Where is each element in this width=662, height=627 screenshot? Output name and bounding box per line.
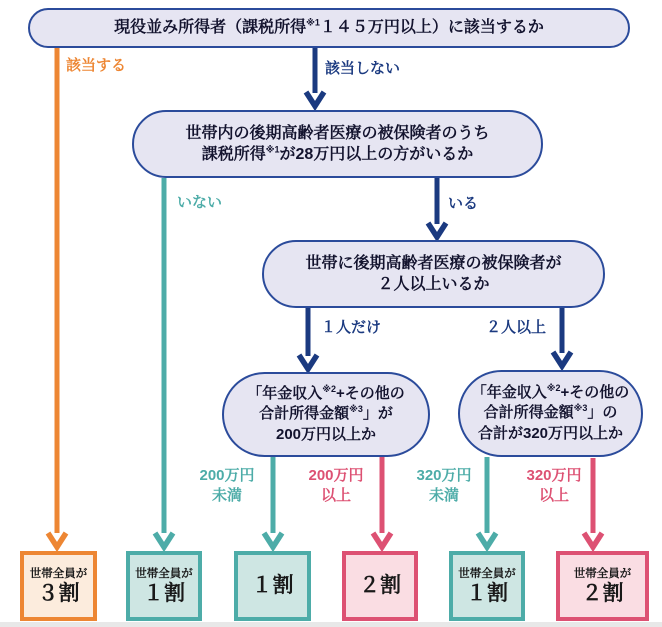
arrow-someone <box>428 178 446 237</box>
result-main-label: １割 <box>251 573 294 597</box>
arrow-not-applicable <box>306 48 324 106</box>
result-box-all-10pct <box>126 551 202 621</box>
arrow-over-320 <box>584 458 602 547</box>
arrow-over-200 <box>373 457 391 547</box>
footnote-ref-3: ※3 <box>573 403 588 414</box>
result-main-label: １割 <box>466 581 508 605</box>
result-main-label: ２割 <box>581 581 624 605</box>
result-sub-label: 世帯全員が <box>458 567 516 580</box>
branch-label-applicable: 該当する <box>66 57 127 74</box>
result-main-label: ２割 <box>359 573 401 597</box>
footnote-ref-1: ※1 <box>265 144 280 155</box>
result-main-label: １割 <box>143 581 185 605</box>
question-text-line1: 世帯内の後期高齢者医療の被保険者のうち <box>185 124 490 142</box>
branch-label-one-person: １人だけ <box>321 319 382 336</box>
arrow-two-or-more <box>553 308 571 366</box>
question-box-pension-320 <box>458 370 643 457</box>
result-box-10pct <box>234 551 311 621</box>
question-box-active-income <box>28 8 630 48</box>
result-sub-label: 世帯全員が <box>135 567 193 580</box>
footnote-ref-2: ※2 <box>546 383 561 394</box>
question-text-line3: 合計が320万円以上か <box>477 424 624 442</box>
arrow-under-320 <box>478 457 496 547</box>
result-box-all-30pct <box>20 551 97 621</box>
branch-label-someone: いる <box>448 195 479 212</box>
branch-label-no-one: いない <box>177 194 223 211</box>
question-box-two-insured <box>262 240 605 308</box>
question-text-line1: 「年金収入$^{※2}$+その他の <box>247 384 405 403</box>
branch-label-not-applicable: 該当しない <box>325 60 401 77</box>
arrow-applicable <box>48 48 66 547</box>
question-box-taxable-income-28 <box>132 110 543 178</box>
branch-label-over-200: 200万円 以上 <box>308 467 364 504</box>
footnote-ref-2: ※2 <box>322 384 336 395</box>
question-text-line1: 世帯に後期高齢者医療の被保険者が <box>305 254 562 272</box>
question-text-line3: 200万円以上か <box>275 425 377 443</box>
result-box-all-10pct-2 <box>449 551 525 621</box>
footnote-ref-3: ※3 <box>349 404 363 415</box>
arrow-one-person <box>299 308 317 369</box>
branch-label-over-320: 320万円 以上 <box>526 467 582 504</box>
result-sub-label: 世帯全員が <box>29 567 88 580</box>
branch-label-under-320: 320万円 未満 <box>416 467 472 504</box>
question-text-line2: 課税所得$^{※1}$が28万円以上の方がいるか <box>201 144 474 163</box>
arrow-no-one <box>155 178 173 547</box>
branch-label-under-200: 200万円 未満 <box>199 467 255 504</box>
result-sub-label: 世帯全員が <box>573 567 632 580</box>
result-main-label: ３割 <box>37 581 80 605</box>
result-box-all-20pct <box>556 551 649 621</box>
question-box-pension-200 <box>222 372 430 457</box>
arrow-under-200 <box>264 457 282 547</box>
question-text: 現役並み所得者（課税所得$^{※1}$１４５万円以上）に該当するか <box>114 17 544 37</box>
result-box-20pct <box>342 551 418 621</box>
question-text-line2: 合計所得金額$^{※3}$」が <box>259 404 393 423</box>
question-text-line1: 「年金収入$^{※2}$+その他の <box>471 383 630 402</box>
branch-label-two-or-more: ２人以上 <box>486 319 547 336</box>
question-text-line2: 合計所得金額$^{※3}$」の <box>483 403 618 422</box>
question-text-line2: ２人以上いるか <box>377 276 490 293</box>
footnote-ref-1: ※1 <box>306 17 320 28</box>
